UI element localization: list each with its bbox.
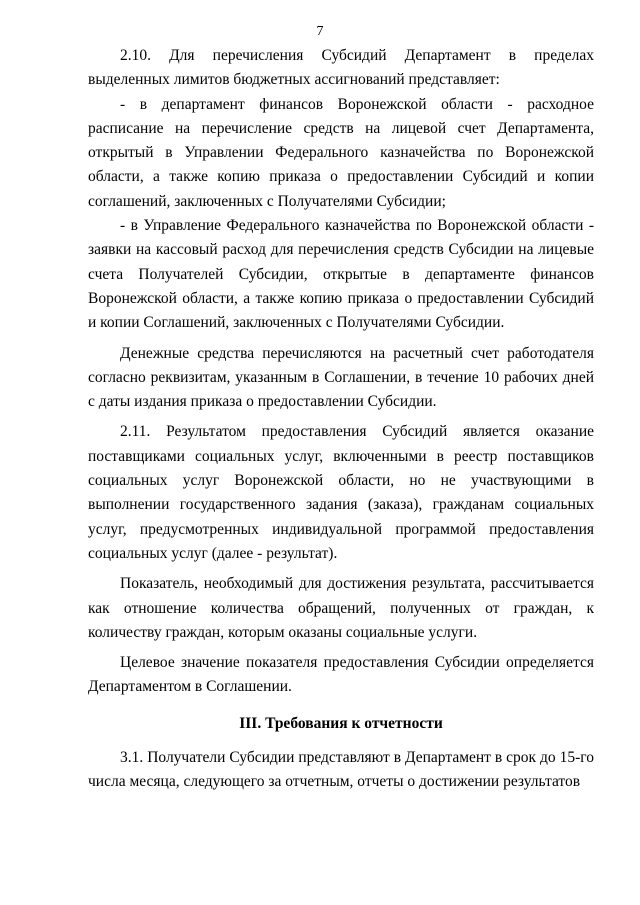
paragraph-2-10: 2.10. Для перечисления Субсидий Департамент в пределах выделенных лимитов бюджетных ассигнований представляет: [88,47,594,89]
paragraph-3-1: 3.1. Получатели Субсидии представляют в Департамент в срок до 15-го числа месяца, следующего за отчетным, отчеты о достижении результатов [88,749,594,791]
paragraph-treasury: - в Управление Федерального казначейства по Воронежской области - заявки на кассовый расход для перечисления средств Субсидии на лицевые счета Получателей Субсидии, открытые в департаменте финансов Воронежской области, а также копию приказа о предоставлении Субсидий и копии Соглашений, заключенных с Получателями Субсидии. [88,217,594,332]
page-number: 7 [316,24,324,39]
paragraph-target-value: Целевое значение показателя предоставления Субсидии определяется Департаментом в Соглашении. [88,654,594,696]
paragraph-finance-department: - в департамент финансов Воронежской области - расходное расписание на перечисление средств на лицевой счет Департамента, открытый в Управлении Федерального казначейства по Воронежской области, а также копию приказа о предоставлении Субсидий и копии соглашений, заключенных с Получателями Субсидии; [88,95,594,210]
paragraph-indicator: Показатель, необходимый для достижения результата, рассчитывается как отношение количества обращений, полученных от граждан, к количеству граждан, которым оказаны социальные услуги. [88,575,594,641]
paragraph-funds-transfer: Денежные средства перечисляются на расчетный счет работодателя согласно реквизитам, указанным в Соглашении, в течение 10 рабочих дней с даты издания приказа о предоставлении Субсидии. [88,344,594,411]
document-body [88,44,594,801]
paragraph-2-11: 2.11. Результатом предоставления Субсидий является оказание поставщиками социальных услуг, включенными в реестр поставщиков социальных услуг Воронежской области, но не участвующими в выполнении государственного задания (заказа), гражданам социальных услуг, предусмотренных индивидуальной программой предоставления социальных услуг (далее - результат). [88,423,594,562]
section-heading: III. Требования к отчетности [239,714,443,732]
